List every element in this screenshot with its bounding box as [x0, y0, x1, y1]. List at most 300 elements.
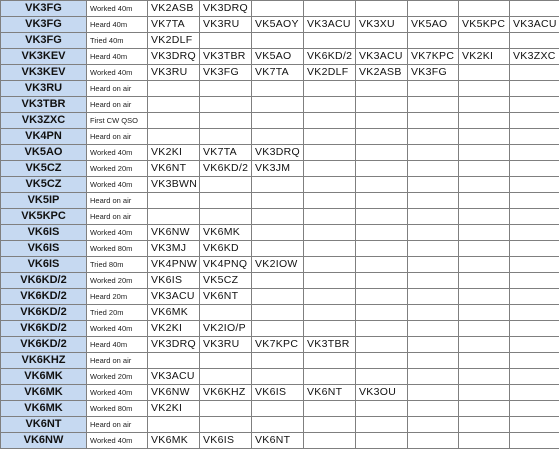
station-cell — [510, 161, 559, 177]
station-cell: VK2ASB — [148, 1, 200, 17]
station-cell — [304, 305, 356, 321]
station-cell — [148, 193, 200, 209]
station-cell — [304, 273, 356, 289]
station-cell: VK4PNW — [148, 257, 200, 273]
station-cell — [459, 433, 510, 449]
station-cell — [408, 257, 459, 273]
station-cell: VK6NT — [200, 289, 252, 305]
callsign-cell: VK3KEV — [1, 65, 87, 81]
station-cell — [510, 241, 559, 257]
station-cell: VK6KD/2 — [304, 49, 356, 65]
station-cell: VK3BWN — [148, 177, 200, 193]
station-cell: VK3ACU — [510, 17, 559, 33]
station-cell — [252, 241, 304, 257]
station-cell — [408, 225, 459, 241]
station-cell — [200, 305, 252, 321]
station-cell: VK6NW — [148, 225, 200, 241]
station-cell — [459, 113, 510, 129]
station-cell — [459, 353, 510, 369]
station-cell: VK3DRQ — [148, 337, 200, 353]
station-cell — [510, 273, 559, 289]
station-cell — [408, 289, 459, 305]
station-cell: VK3JM — [252, 161, 304, 177]
station-cell — [356, 401, 408, 417]
station-cell — [304, 81, 356, 97]
station-cell — [148, 129, 200, 145]
station-cell — [304, 433, 356, 449]
station-cell: VK3DRQ — [252, 145, 304, 161]
status-cell: Heard on air — [87, 81, 148, 97]
table-row — [1, 401, 559, 417]
table-row — [1, 273, 559, 289]
station-cell — [356, 129, 408, 145]
station-cell: VK3FG — [200, 65, 252, 81]
station-cell — [459, 257, 510, 273]
station-cell — [408, 81, 459, 97]
station-cell — [252, 177, 304, 193]
status-cell: Heard on air — [87, 193, 148, 209]
station-cell — [356, 113, 408, 129]
station-cell: VK5AOY — [252, 17, 304, 33]
station-cell: VK5AO — [408, 17, 459, 33]
station-cell — [252, 225, 304, 241]
callsign-cell: VK6KHZ — [1, 353, 87, 369]
callsign-cell: VK3FG — [1, 1, 87, 17]
station-cell — [356, 273, 408, 289]
callsign-cell: VK5IP — [1, 193, 87, 209]
station-cell — [459, 209, 510, 225]
status-cell: Heard 40m — [87, 17, 148, 33]
station-cell — [148, 113, 200, 129]
table-row — [1, 353, 559, 369]
station-cell — [304, 417, 356, 433]
station-cell — [510, 257, 559, 273]
station-cell — [252, 193, 304, 209]
station-cell: VK6IS — [148, 273, 200, 289]
station-cell — [356, 145, 408, 161]
station-cell — [459, 177, 510, 193]
table-row — [1, 433, 559, 449]
station-cell — [356, 369, 408, 385]
station-cell — [510, 289, 559, 305]
station-cell — [408, 417, 459, 433]
station-cell — [408, 401, 459, 417]
station-cell — [408, 161, 459, 177]
station-cell — [356, 81, 408, 97]
station-cell — [252, 97, 304, 113]
station-cell — [356, 193, 408, 209]
station-cell — [510, 209, 559, 225]
station-cell: VK6NT — [304, 385, 356, 401]
station-cell — [459, 289, 510, 305]
station-cell — [304, 145, 356, 161]
callsign-cell: VK6NW — [1, 433, 87, 449]
station-cell — [408, 209, 459, 225]
table-row — [1, 337, 559, 353]
station-cell — [356, 177, 408, 193]
station-cell — [252, 369, 304, 385]
table-row — [1, 209, 559, 225]
station-cell — [304, 257, 356, 273]
station-cell — [200, 129, 252, 145]
station-cell: VK3RU — [200, 17, 252, 33]
station-cell — [408, 433, 459, 449]
station-cell — [459, 129, 510, 145]
station-cell — [459, 97, 510, 113]
station-cell — [510, 81, 559, 97]
station-cell — [356, 241, 408, 257]
station-cell — [200, 369, 252, 385]
station-cell: VK6NT — [148, 161, 200, 177]
station-cell: VK3ACU — [304, 17, 356, 33]
status-cell: Worked 40m — [87, 433, 148, 449]
callsign-cell: VK3KEV — [1, 49, 87, 65]
status-cell: Heard 20m — [87, 289, 148, 305]
station-cell — [304, 113, 356, 129]
station-cell — [459, 145, 510, 161]
station-cell: VK2KI — [459, 49, 510, 65]
station-cell: VK7TA — [252, 65, 304, 81]
table-row — [1, 145, 559, 161]
station-cell — [200, 97, 252, 113]
station-cell — [510, 433, 559, 449]
station-cell — [510, 305, 559, 321]
table-row — [1, 49, 559, 65]
callsign-cell: VK3FG — [1, 17, 87, 33]
station-cell — [459, 321, 510, 337]
callsign-cell: VK3ZXC — [1, 113, 87, 129]
station-cell — [200, 209, 252, 225]
status-cell: Worked 20m — [87, 369, 148, 385]
callsign-cell: VK3FG — [1, 33, 87, 49]
station-cell: VK6KD/2 — [200, 161, 252, 177]
station-cell — [200, 33, 252, 49]
station-cell — [304, 353, 356, 369]
status-cell: Worked 20m — [87, 161, 148, 177]
station-cell: VK5AO — [252, 49, 304, 65]
station-cell — [408, 241, 459, 257]
station-cell — [510, 321, 559, 337]
station-cell — [510, 113, 559, 129]
station-cell — [252, 1, 304, 17]
station-cell: VK3XU — [356, 17, 408, 33]
station-cell — [252, 129, 304, 145]
table-row — [1, 1, 559, 17]
station-cell — [200, 81, 252, 97]
station-cell — [408, 193, 459, 209]
station-cell — [304, 321, 356, 337]
station-cell — [356, 433, 408, 449]
callsign-cell: VK5AO — [1, 145, 87, 161]
table-row — [1, 177, 559, 193]
station-cell — [304, 369, 356, 385]
table-row — [1, 305, 559, 321]
table-row — [1, 113, 559, 129]
station-cell: VK3RU — [148, 65, 200, 81]
station-cell — [252, 321, 304, 337]
station-cell: VK3FG — [408, 65, 459, 81]
station-cell — [304, 193, 356, 209]
station-cell: VK7KPC — [408, 49, 459, 65]
status-cell: Heard on air — [87, 417, 148, 433]
station-cell: VK4PNQ — [200, 257, 252, 273]
station-cell: VK3ZXC — [510, 49, 559, 65]
station-cell — [356, 33, 408, 49]
callsign-cell: VK6KD/2 — [1, 321, 87, 337]
station-cell — [304, 289, 356, 305]
station-cell — [459, 161, 510, 177]
callsign-cell: VK6KD/2 — [1, 289, 87, 305]
station-cell — [510, 145, 559, 161]
station-cell — [510, 385, 559, 401]
station-cell — [356, 209, 408, 225]
status-cell: Worked 40m — [87, 145, 148, 161]
station-cell — [356, 161, 408, 177]
station-cell — [408, 321, 459, 337]
status-cell: Worked 80m — [87, 401, 148, 417]
station-cell — [252, 81, 304, 97]
table-row — [1, 289, 559, 305]
status-cell: Tried 80m — [87, 257, 148, 273]
callsign-cell: VK4PN — [1, 129, 87, 145]
station-cell: VK3DRQ — [200, 1, 252, 17]
station-cell — [459, 33, 510, 49]
station-cell — [252, 401, 304, 417]
station-cell — [252, 33, 304, 49]
status-cell: Worked 40m — [87, 321, 148, 337]
station-cell: VK7KPC — [252, 337, 304, 353]
status-cell: Worked 40m — [87, 65, 148, 81]
station-cell — [459, 369, 510, 385]
table-row — [1, 161, 559, 177]
table-row — [1, 321, 559, 337]
station-cell — [304, 97, 356, 113]
station-cell — [459, 273, 510, 289]
station-cell — [510, 193, 559, 209]
station-cell — [200, 353, 252, 369]
station-cell — [459, 385, 510, 401]
station-cell — [459, 241, 510, 257]
station-cell — [200, 177, 252, 193]
station-cell — [304, 1, 356, 17]
station-cell: VK5CZ — [200, 273, 252, 289]
table-row — [1, 417, 559, 433]
table-row — [1, 385, 559, 401]
station-cell — [459, 305, 510, 321]
station-cell — [200, 417, 252, 433]
station-cell: VK6MK — [200, 225, 252, 241]
station-cell — [408, 97, 459, 113]
station-cell — [408, 113, 459, 129]
station-cell — [252, 417, 304, 433]
station-cell — [459, 337, 510, 353]
status-cell: Worked 20m — [87, 273, 148, 289]
station-cell — [510, 369, 559, 385]
station-cell — [510, 65, 559, 81]
station-cell — [408, 305, 459, 321]
callsign-cell: VK6IS — [1, 225, 87, 241]
station-cell: VK7TA — [148, 17, 200, 33]
table-row — [1, 225, 559, 241]
callsign-cell: VK6IS — [1, 257, 87, 273]
station-cell — [408, 369, 459, 385]
station-cell: VK3MJ — [148, 241, 200, 257]
station-cell — [408, 177, 459, 193]
station-cell — [304, 177, 356, 193]
station-cell: VK3ACU — [356, 49, 408, 65]
station-cell — [510, 337, 559, 353]
status-cell: Heard on air — [87, 97, 148, 113]
station-cell — [148, 97, 200, 113]
callsign-cell: VK6MK — [1, 401, 87, 417]
station-cell: VK6IS — [252, 385, 304, 401]
station-cell: VK2KI — [148, 321, 200, 337]
status-cell: Worked 40m — [87, 225, 148, 241]
station-cell — [148, 417, 200, 433]
status-cell: First CW QSO — [87, 113, 148, 129]
station-cell — [304, 129, 356, 145]
table-row — [1, 369, 559, 385]
station-cell — [459, 81, 510, 97]
station-cell — [356, 289, 408, 305]
station-cell — [252, 353, 304, 369]
callsign-cell: VK3TBR — [1, 97, 87, 113]
table-row — [1, 241, 559, 257]
station-cell — [510, 33, 559, 49]
station-cell — [459, 193, 510, 209]
table-row — [1, 257, 559, 273]
station-cell: VK6NT — [252, 433, 304, 449]
table-row — [1, 17, 559, 33]
status-cell: Tried 40m — [87, 33, 148, 49]
station-cell — [252, 273, 304, 289]
station-cell — [408, 273, 459, 289]
station-cell — [356, 97, 408, 113]
station-cell — [356, 1, 408, 17]
station-cell — [510, 417, 559, 433]
status-cell: Worked 40m — [87, 1, 148, 17]
station-cell: VK6KHZ — [200, 385, 252, 401]
callsign-cell: VK6IS — [1, 241, 87, 257]
station-cell — [408, 33, 459, 49]
callsign-cell: VK5CZ — [1, 177, 87, 193]
station-cell — [304, 401, 356, 417]
station-cell — [252, 113, 304, 129]
status-cell: Heard on air — [87, 353, 148, 369]
station-cell — [356, 337, 408, 353]
table-row — [1, 97, 559, 113]
station-cell — [408, 145, 459, 161]
table-row — [1, 65, 559, 81]
callsign-cell: VK6NT — [1, 417, 87, 433]
callsign-cell: VK6KD/2 — [1, 305, 87, 321]
status-cell: Worked 40m — [87, 385, 148, 401]
status-cell: Heard 40m — [87, 337, 148, 353]
station-cell: VK3ACU — [148, 289, 200, 305]
station-cell: VK2IO/P — [200, 321, 252, 337]
station-cell — [304, 33, 356, 49]
callsign-cell: VK6MK — [1, 369, 87, 385]
table-row — [1, 33, 559, 49]
callsign-cell: VK6MK — [1, 385, 87, 401]
station-cell — [148, 353, 200, 369]
station-cell — [459, 401, 510, 417]
callsign-cell: VK5KPC — [1, 209, 87, 225]
status-cell: Heard 40m — [87, 49, 148, 65]
station-cell: VK2KI — [148, 145, 200, 161]
table-row — [1, 193, 559, 209]
station-cell — [510, 1, 559, 17]
station-cell: VK2DLF — [148, 33, 200, 49]
station-cell: VK7TA — [200, 145, 252, 161]
status-cell: Heard on air — [87, 129, 148, 145]
station-cell: VK2KI — [148, 401, 200, 417]
station-cell — [148, 209, 200, 225]
station-cell — [200, 193, 252, 209]
station-cell — [408, 129, 459, 145]
station-cell: VK6MK — [148, 433, 200, 449]
station-cell: VK3ACU — [148, 369, 200, 385]
status-cell: Worked 80m — [87, 241, 148, 257]
callsign-cell: VK3RU — [1, 81, 87, 97]
station-cell — [356, 225, 408, 241]
status-cell: Tried 20m — [87, 305, 148, 321]
callsign-cell: VK6KD/2 — [1, 273, 87, 289]
station-cell — [510, 401, 559, 417]
station-cell — [459, 1, 510, 17]
callsign-cell: VK5CZ — [1, 161, 87, 177]
station-cell: VK3TBR — [200, 49, 252, 65]
table-row — [1, 129, 559, 145]
station-cell: VK2IOW — [252, 257, 304, 273]
station-cell: VK3RU — [200, 337, 252, 353]
station-cell: VK5KPC — [459, 17, 510, 33]
station-cell — [459, 65, 510, 81]
station-cell — [356, 305, 408, 321]
callsign-cell: VK6KD/2 — [1, 337, 87, 353]
station-cell: VK6KD — [200, 241, 252, 257]
station-cell — [510, 129, 559, 145]
station-cell — [510, 353, 559, 369]
station-cell — [356, 353, 408, 369]
station-cell: VK6NW — [148, 385, 200, 401]
station-cell — [304, 209, 356, 225]
status-cell: Heard on air — [87, 209, 148, 225]
station-cell: VK3DRQ — [148, 49, 200, 65]
station-cell — [510, 177, 559, 193]
station-cell: VK6MK — [148, 305, 200, 321]
station-cell — [148, 81, 200, 97]
station-cell: VK2DLF — [304, 65, 356, 81]
station-cell — [459, 225, 510, 241]
station-cell: VK3TBR — [304, 337, 356, 353]
station-cell — [408, 385, 459, 401]
station-cell — [356, 321, 408, 337]
station-cell — [304, 161, 356, 177]
station-cell — [304, 241, 356, 257]
station-cell — [304, 225, 356, 241]
station-cell — [252, 209, 304, 225]
station-cell: VK3OU — [356, 385, 408, 401]
table-row — [1, 81, 559, 97]
station-cell — [408, 337, 459, 353]
station-cell — [200, 113, 252, 129]
station-cell — [408, 353, 459, 369]
station-cell — [510, 97, 559, 113]
station-cell: VK2ASB — [356, 65, 408, 81]
station-cell — [510, 225, 559, 241]
station-cell — [459, 417, 510, 433]
